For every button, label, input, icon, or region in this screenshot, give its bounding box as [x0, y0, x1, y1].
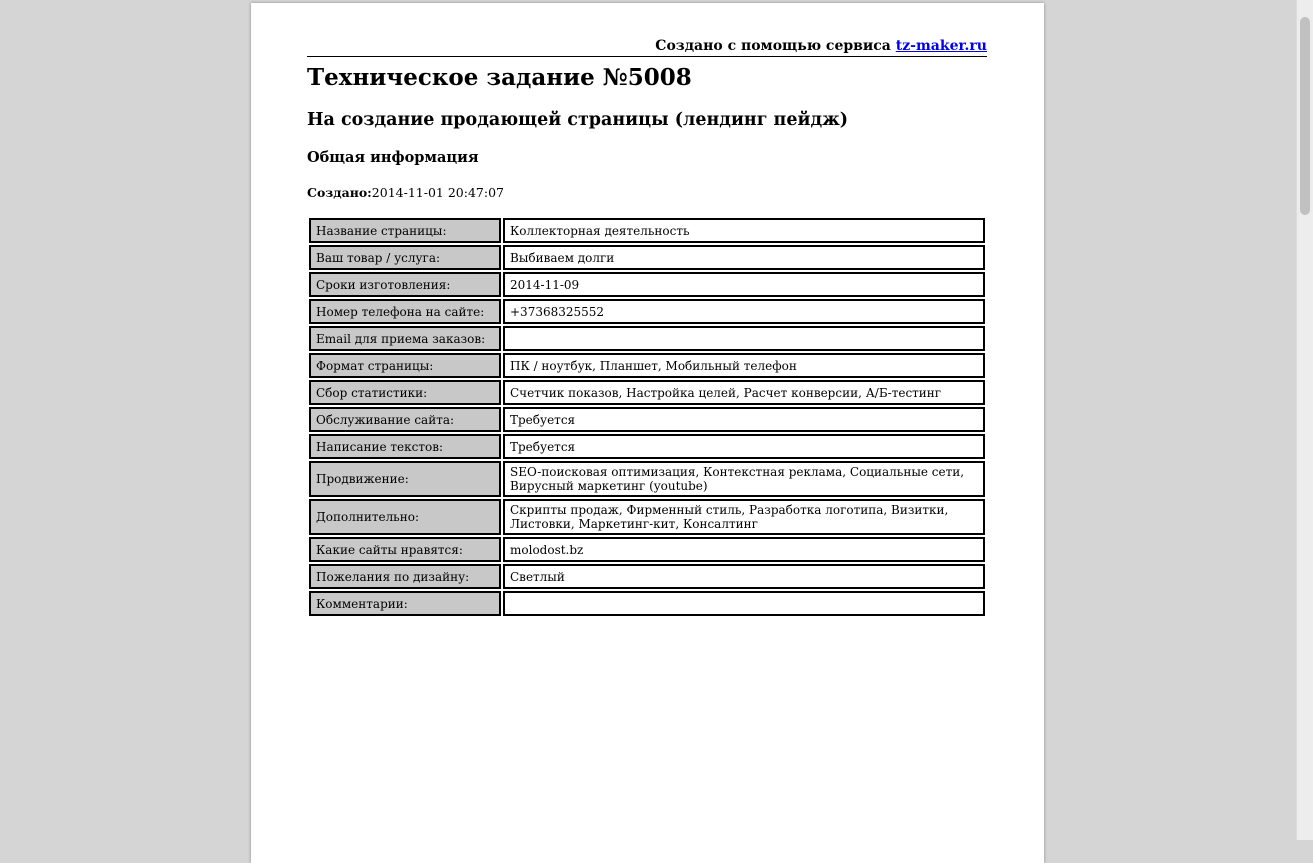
row-label: Дополнительно:: [309, 499, 501, 535]
row-label: Ваш товар / услуга:: [309, 245, 501, 270]
section-title: Общая информация: [307, 149, 479, 166]
row-value: ПК / ноутбук, Планшет, Мобильный телефон: [503, 353, 985, 378]
table-row: [309, 218, 985, 243]
info-table: [307, 216, 987, 618]
row-value: Коллекторная деятельность: [503, 218, 985, 243]
table-row: [309, 499, 985, 535]
row-value: [503, 326, 985, 351]
row-label: Название страницы:: [309, 218, 501, 243]
row-value: 2014-11-09: [503, 272, 985, 297]
table-row: [309, 272, 985, 297]
row-value: Требуется: [503, 434, 985, 459]
vertical-scrollbar[interactable]: [1296, 0, 1313, 840]
table-row: [309, 434, 985, 459]
table-row: [309, 564, 985, 589]
service-credit: [307, 39, 987, 57]
table-row: [309, 461, 985, 497]
row-label: Сбор статистики:: [309, 380, 501, 405]
row-value: [503, 591, 985, 616]
table-row: [309, 326, 985, 351]
table-row: [309, 537, 985, 562]
row-label: Комментарии:: [309, 591, 501, 616]
row-label: Написание текстов:: [309, 434, 501, 459]
table-row: [309, 299, 985, 324]
row-label: Сроки изготовления:: [309, 272, 501, 297]
page-title: Техническое задание №5008: [307, 64, 692, 91]
row-value: molodost.bz: [503, 537, 985, 562]
row-value: Светлый: [503, 564, 985, 589]
document-page: [251, 3, 1044, 863]
created-value: 2014-11-01 20:47:07: [371, 185, 504, 200]
row-value: Выбиваем долги: [503, 245, 985, 270]
table-row: [309, 245, 985, 270]
row-label: Пожелания по дизайну:: [309, 564, 501, 589]
service-credit-text: Создано с помощью сервиса: [655, 38, 891, 54]
row-value: +37368325552: [503, 299, 985, 324]
scrollbar-thumb[interactable]: [1300, 17, 1310, 215]
created-line: [307, 185, 504, 200]
created-label: Создано:: [307, 185, 372, 200]
row-value: SEO-поисковая оптимизация, Контекстная реклама, Социальные сети, Вирусный маркетинг (youtube): [503, 461, 985, 497]
row-value: Требуется: [503, 407, 985, 432]
table-row: [309, 407, 985, 432]
table-row: [309, 353, 985, 378]
row-label: Обслуживание сайта:: [309, 407, 501, 432]
row-value: Счетчик показов, Настройка целей, Расчет конверсии, А/Б-тестинг: [503, 380, 985, 405]
row-label: Продвижение:: [309, 461, 501, 497]
page-subtitle: На создание продающей страницы (лендинг пейдж): [307, 110, 849, 130]
table-row: [309, 591, 985, 616]
service-link[interactable]: tz-maker.ru: [895, 38, 987, 54]
row-label: Номер телефона на сайте:: [309, 299, 501, 324]
row-label: Формат страницы:: [309, 353, 501, 378]
table-row: [309, 380, 985, 405]
row-label: Email для приема заказов:: [309, 326, 501, 351]
row-label: Какие сайты нравятся:: [309, 537, 501, 562]
row-value: Скрипты продаж, Фирменный стиль, Разработка логотипа, Визитки, Листовки, Маркетинг-кит, Консалтинг: [503, 499, 985, 535]
